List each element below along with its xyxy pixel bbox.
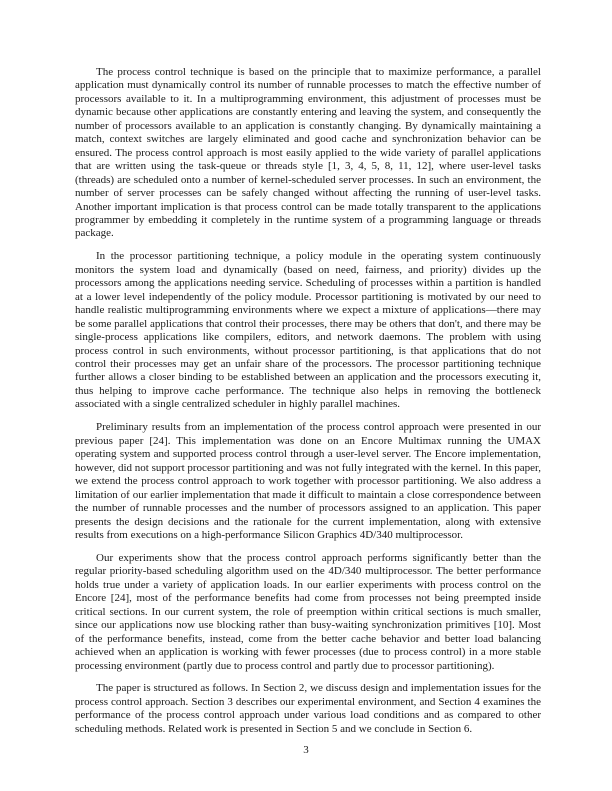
paragraph-experiments: Our experiments show that the process control approach performs significantly better than the regular priority-based scheduling algorithm used on the 4D/340 multiprocessor. The better performance holds true under a variety of application loads. In our earlier experiments with process control on the Encore [24], most of the performance benefits had come from processes not being preempted inside critical sections. In our current system, the role of preemption within critical sections is much smaller, since our applications now use blocking rather than busy-waiting synchronization primitives [10]. Most of the performance benefits, instead, come from the better cache behavior and better load balancing achieved when an application is working with fewer processes (due to process control) in a more stable processing environment (partly due to process control and partly due to processor partitioning).: [75, 551, 541, 672]
paragraph-paper-structure: The paper is structured as follows. In Section 2, we discuss design and implementation issues for the process control approach. Section 3 describes our experimental environment, and Section 4 examines the performance of the process control approach under various load conditions and as compared to other scheduling methods. Related work is presented in Section 5 and we conclude in Section 6.: [75, 682, 541, 735]
page-body: [75, 66, 541, 746]
paragraph-preliminary-results: Preliminary results from an implementation of the process control approach were presented in our previous paper [24]. This implementation was done on an Encore Multimax running the UMAX operating system and supported process control through a user-level server. The Encore implementation, however, did not support processor partitioning and was not fully integrated with the kernel. In this paper, we extend the process control approach to work together with processor partitioning. We also address a limitation of our earlier implementation that made it difficult to maintain a close correspondence between the number of runnable processes and the number of processors assigned to an application. This paper presents the design decisions and the rationale for the current implementation, along with extensive results from executions on a high-performance Silicon Graphics 4D/340 multiprocessor.: [75, 421, 541, 541]
paragraph-process-control: The process control technique is based on the principle that to maximize performance, a parallel application must dynamically control its number of runnable processes to match the effective number of processors available to it. In a multiprogramming environment, this adjustment of processes must be dynamic because other applications are constantly entering and leaving the system, and consequently the number of processors available to an application is constantly changing. By dynamically maintaining a match, context switches are largely eliminated and good cache and synchronization behavior can be ensured. The process control approach is most easily applied to the wide variety of parallel applications that are written using the task-queue or threads style [1, 3, 4, 5, 8, 11, 12], where user-level tasks (threads) are scheduled onto a number of kernel-scheduled server processes. In such an environment, the number of server processes can be safely changed without affecting the running of user-level tasks. Another important implication is that process control can be made totally transparent to the applications programmer by embedding it completely in the runtime system of a programming language or threads package.: [75, 66, 541, 240]
page-number: 3: [303, 744, 309, 756]
paragraph-processor-partitioning: In the processor partitioning technique, a policy module in the operating system continuously monitors the system load and dynamically (based on need, fairness, and priority) divides up the processors among the applications needing service. Scheduling of processes within a partition is handled at a lower level independently of the policy module. Processor partitioning is motivated by our need to handle realistic multiprogramming environments where we expect a mixture of applications—there may be some parallel applications that control their processes, there may be others that don't, and there may be single-process applications like compilers, editors, and network daemons. The problem with using process control in such environments, without processor partitioning, is that applications that do not control their processes may get an unfair share of the processors. The processor partitioning technique further allows a closer binding to be established between an application and the processors executing it, thus helping to improve cache performance. The technique also helps in removing the bottleneck associated with a single centralized scheduler in highly parallel machines.: [75, 250, 541, 411]
